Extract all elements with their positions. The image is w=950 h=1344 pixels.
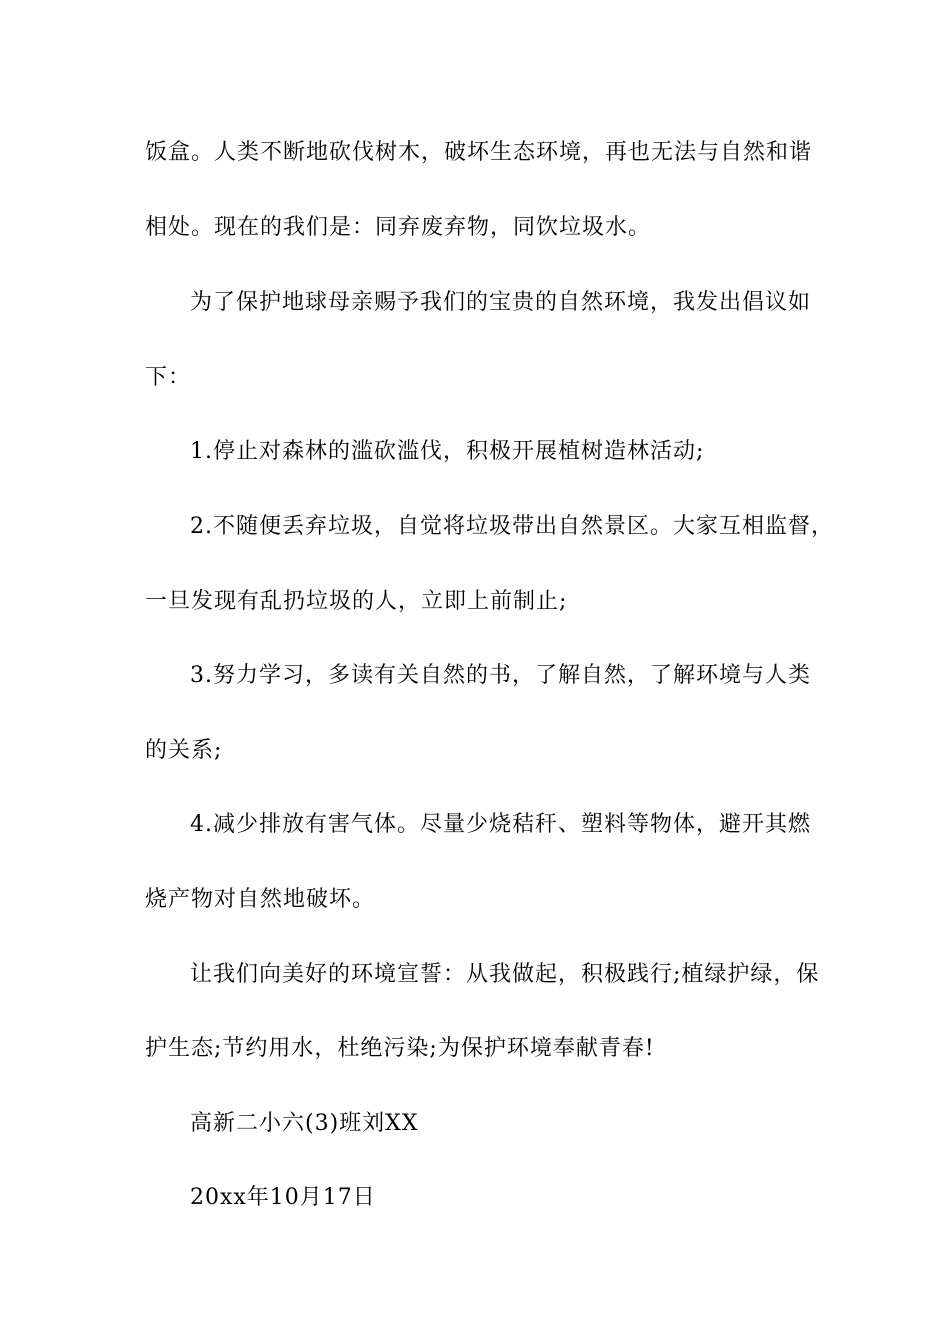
paragraph-line: 下： (145, 365, 192, 390)
paragraph-line: 相处。现在的我们是：同弃废弃物，同饮垃圾水。 (145, 215, 652, 240)
list-item-2-continued: 一旦发现有乱扔垃圾的人，立即上前制止; (145, 589, 568, 614)
document-date: 20xx年10月17日 (190, 1185, 376, 1210)
paragraph-line: 为了保护地球母亲赐予我们的宝贵的自然环境，我发出倡议如 (190, 290, 812, 315)
list-item-4: 4.减少排放有害气体。尽量少烧秸秆、塑料等物体，避开其燃 (190, 812, 811, 837)
paragraph-line: 饭盒。人类不断地砍伐树木，破坏生态环境，再也无法与自然和谐 (145, 140, 813, 165)
list-item-3: 3.努力学习，多读有关自然的书，了解自然，了解环境与人类 (190, 663, 811, 688)
author-signature: 高新二小六(3)班刘XX (190, 1111, 419, 1136)
list-item-3-continued: 的关系; (145, 738, 223, 763)
pledge-paragraph-continued: 护生态;节约用水，杜绝污染;为保护环境奉献青春! (145, 1036, 655, 1061)
list-item-2: 2.不随便丢弃垃圾，自觉将垃圾带出自然景区。大家互相监督， (190, 514, 834, 539)
pledge-paragraph: 让我们向美好的环境宣誓：从我做起，积极践行;植绿护绿，保 (190, 962, 820, 987)
list-item-4-continued: 烧产物对自然地破坏。 (145, 887, 376, 912)
list-item-1: 1.停止对森林的滥砍滥伐，积极开展植树造林活动; (190, 439, 705, 464)
